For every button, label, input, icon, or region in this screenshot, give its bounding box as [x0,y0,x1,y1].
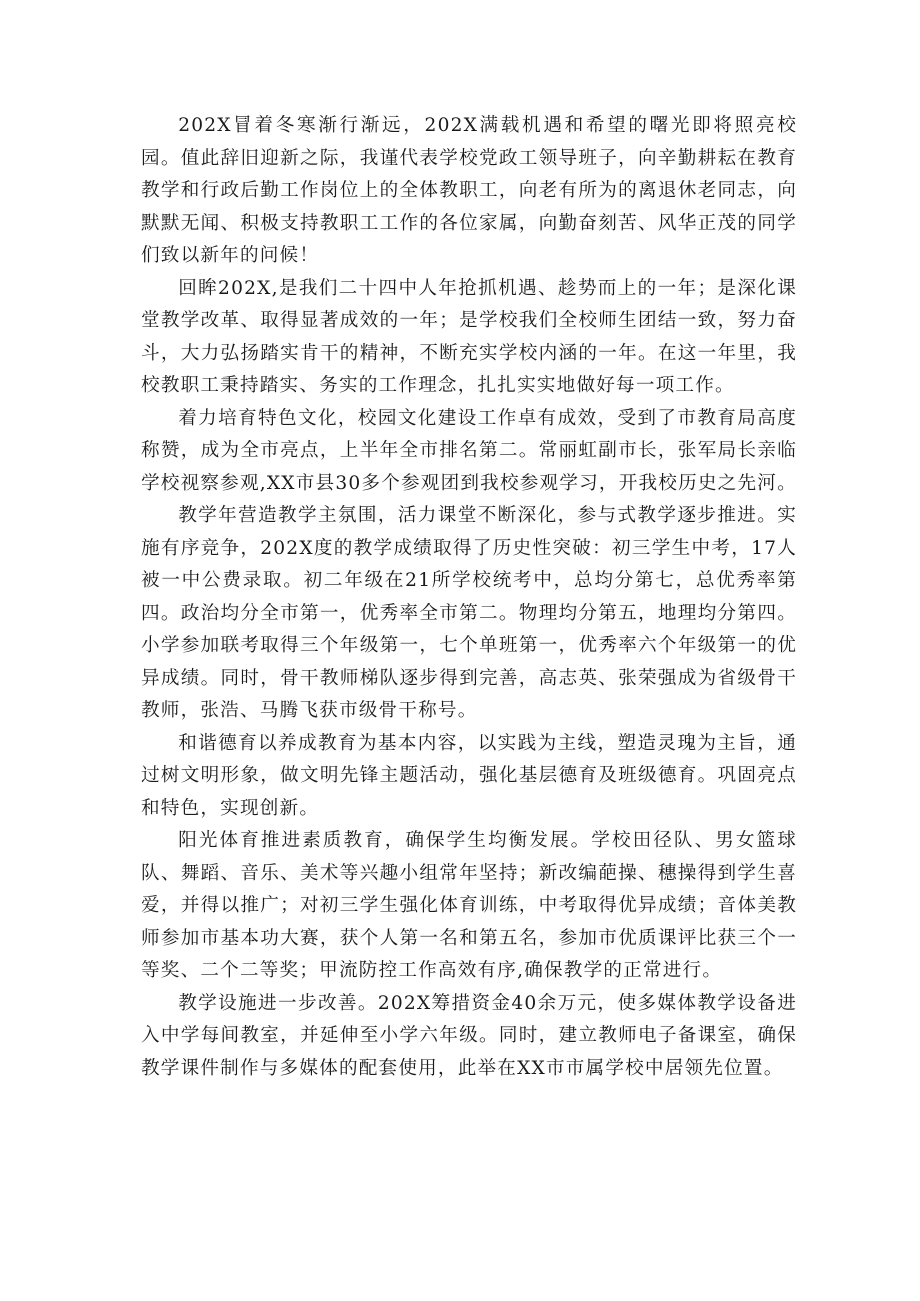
document-body [141,110,797,1085]
paragraph-new-year-greeting: 202X冒着冬寒渐行渐远，202X满载机遇和希望的曙光即将照亮校园。值此辞旧迎新之际，我谨代表学校党政工领导班子，向辛勤耕耘在教育教学和行政后勤工作岗位上的全体教职工，向老有所为的离退休老同志，向默默无闻、积极支持教职工工作的各位家属，向勤奋刻苦、风华正茂的同学们致以新年的问候！ [141,115,797,266]
paragraph-moral-education: 和谐德育以养成教育为基本内容，以实践为主线，塑造灵瑰为主旨，通过树文明形象，做文明先锋主题活动，强化基层德育及班级德育。巩固亮点和特色，实现创新。 [141,732,797,819]
paragraph-year-review: 回眸202X,是我们二十四中人年抢抓机遇、趁势而上的一年；是深化课堂教学改革、取得显著成效的一年；是学校我们全校师生团结一致，努力奋斗，大力弘扬踏实肯干的精神，不断充实学校内涵的一年。在这一年里，我校教职工秉持踏实、务实的工作理念，扎扎实实地做好每一项工作。 [141,277,797,396]
paragraph-teaching-facilities: 教学设施进一步改善。202X筹措资金40余万元，使多媒体教学设备进入中学每间教室，并延伸至小学六年级。同时，建立教师电子备课室，确保教学课件制作与多媒体的配套使用，此举在XX市市属学校中居领先位置。 [141,992,797,1079]
paragraph-teaching-results: 教学年营造教学主氛围，活力课堂不断深化，参与式教学逐步推进。实施有序竞争，202X度的教学成绩取得了历史性突破：初三学生中考，17人被一中公费录取。初二年级在21所学校统考中，总均分第七，总优秀率第四。政治均分全市第一，优秀率全市第二。物理均分第五，地理均分第四。小学参加联考取得三个年级第一，七个单班第一，优秀率六个年级第一的优异成绩。同时，骨干教师梯队逐步得到完善，高志英、张荣强成为省级骨干教师，张浩、马腾飞获市级骨干称号。 [141,505,797,721]
paragraph-sports-education: 阳光体育推进素质教育，确保学生均衡发展。学校田径队、男女篮球队、舞蹈、音乐、美术等兴趣小组常年坚持；新改编葩操、穗操得到学生喜爱，并得以推广；对初三学生强化体育训练，中考取得优异成绩；音体美教师参加市基本功大赛，获个人第一名和第五名，参加市优质课评比获三个一等奖、二个二等奖；甲流防控工作高效有序,确保教学的正常进行。 [141,830,797,981]
paragraph-campus-culture: 着力培育特色文化，校园文化建设工作卓有成效，受到了市教育局高度称赞，成为全市亮点，上半年全市排名第二。常丽虹副市长，张军局长亲临学校视察参观,XX市县30多个参观团到我校参观学习，开我校历史之先河。 [141,407,797,494]
